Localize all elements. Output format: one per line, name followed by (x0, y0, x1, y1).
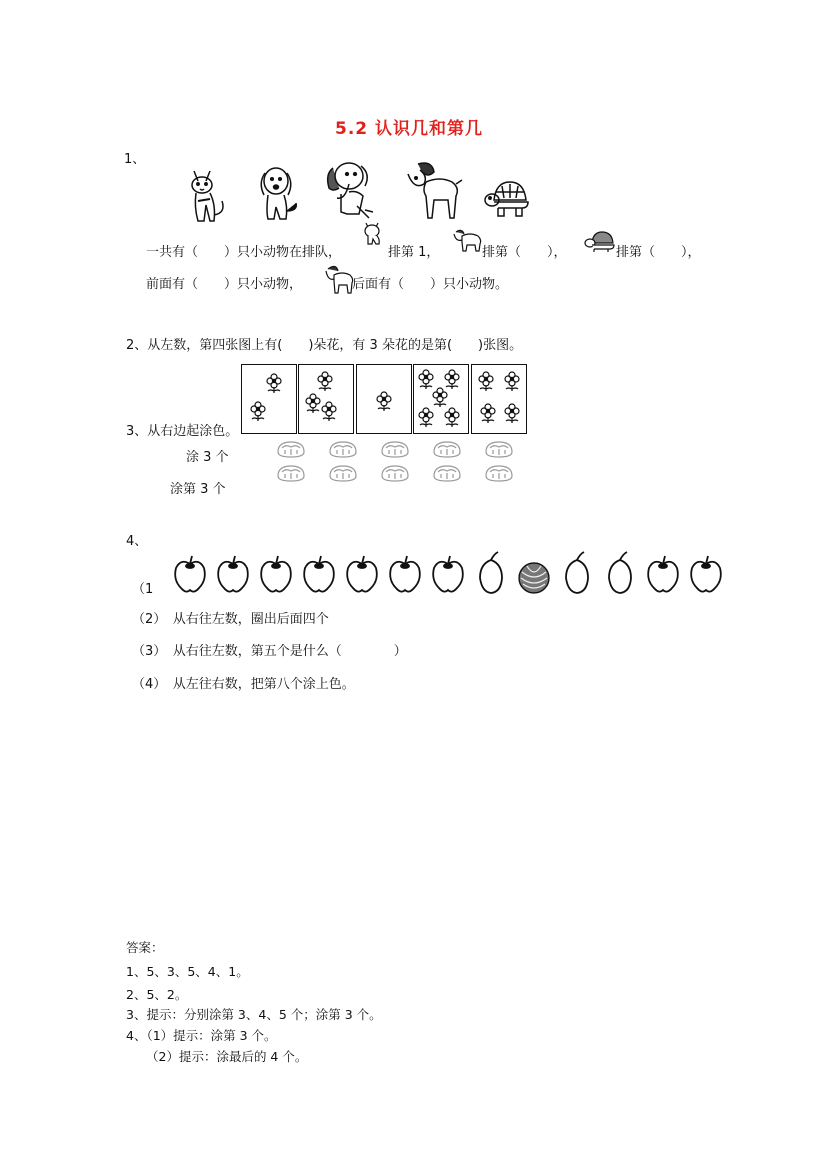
apple-icon[interactable] (216, 550, 250, 596)
flower-icon (433, 388, 447, 407)
mango-icon[interactable] (603, 550, 637, 596)
flower-icon (306, 394, 320, 413)
elephant-icon (323, 160, 375, 224)
flower-icon (377, 392, 391, 411)
flower-icon (419, 370, 433, 389)
apple-icon[interactable] (388, 550, 422, 596)
bun-icon[interactable] (484, 438, 514, 458)
mango-icon[interactable] (560, 550, 594, 596)
bun-icon[interactable] (484, 462, 514, 482)
cat-icon (188, 165, 230, 225)
q4-number: 4、 (126, 534, 148, 549)
watermelon-icon[interactable] (517, 550, 551, 596)
bun-icon[interactable] (328, 438, 358, 458)
apple-icon[interactable] (345, 550, 379, 596)
apple-icon[interactable] (431, 550, 465, 596)
apple-icon[interactable] (259, 550, 293, 596)
flower-icon (481, 404, 495, 423)
bun-icon[interactable] (380, 462, 410, 482)
answer-1: 1、5、3、5、4、1。 (126, 964, 249, 979)
q1-line2-part1: 前面有（ ）只小动物， (146, 277, 303, 292)
q3-row2-label: 涂第 3 个 (170, 482, 226, 497)
flower-card-1 (241, 364, 297, 434)
answer-4-2: （2）提示：涂最后的 4 个。 (146, 1049, 308, 1064)
bun-icon[interactable] (276, 438, 306, 458)
flower-icon (479, 372, 493, 391)
flower-icon (267, 374, 281, 393)
flower-card-4 (413, 364, 469, 434)
q3-row1-label: 涂 3 个 (186, 450, 229, 465)
answers-heading: 答案： (126, 940, 164, 955)
answer-3: 3、提示：分别涂第 3、4、5 个；涂第 3 个。 (126, 1007, 382, 1022)
q1-line1-part3: 排第（ ）， (482, 245, 567, 260)
q4-sub1: （1 (132, 582, 154, 597)
q4-sub2: （2） 从右往左数，圈出后面四个 (132, 612, 329, 627)
apple-icon[interactable] (173, 550, 207, 596)
flower-icon (318, 372, 332, 391)
q4-sub3: （3） 从右往左数，第五个是什么（ ） (132, 644, 407, 659)
flower-card-5 (471, 364, 527, 434)
flower-icon (445, 408, 459, 427)
answer-4-1: 4、（1）提示：涂第 3 个。 (126, 1028, 277, 1043)
turtle-small-icon (584, 229, 616, 253)
q4-sub4: （4） 从左往右数，把第八个涂上色。 (132, 677, 355, 692)
page-title: 5.2 认识几和第几 (335, 119, 484, 139)
bun-icon[interactable] (432, 462, 462, 482)
dog-icon (256, 163, 300, 223)
flower-icon (251, 402, 265, 421)
flower-icon (445, 370, 459, 389)
bun-icon[interactable] (276, 462, 306, 482)
flower-icon (505, 404, 519, 423)
flower-card-2 (298, 364, 354, 434)
sheep-small-icon (452, 226, 484, 252)
sheep-icon (404, 160, 464, 222)
turtle-icon (484, 178, 530, 220)
flower-icon (322, 402, 336, 421)
q1-number: 1、 (124, 152, 146, 167)
bun-icon[interactable] (328, 462, 358, 482)
bun-icon[interactable] (380, 438, 410, 458)
q1-line1-part2: 排第 1， (388, 245, 440, 260)
flower-icon (505, 372, 519, 391)
q3-text: 3、从右边起涂色。 (126, 424, 239, 439)
flower-icon (419, 408, 433, 427)
flower-card-3 (356, 364, 412, 434)
apple-icon[interactable] (689, 550, 723, 596)
q1-line2-part2: 后面有（ ）只小动物。 (352, 277, 509, 292)
q2-text: 2、从左数，第四张图上有( )朵花，有 3 朵花的是第( )张图。 (126, 338, 523, 353)
bun-icon[interactable] (432, 438, 462, 458)
q1-line1-part1: 一共有（ ）只小动物在排队， (146, 245, 342, 260)
answer-2: 2、5、2。 (126, 987, 188, 1002)
apple-icon[interactable] (302, 550, 336, 596)
cat-small-icon (362, 219, 388, 245)
apple-icon[interactable] (646, 550, 680, 596)
mango-icon[interactable] (474, 550, 508, 596)
q1-line1-part4: 排第（ ）， (616, 245, 701, 260)
